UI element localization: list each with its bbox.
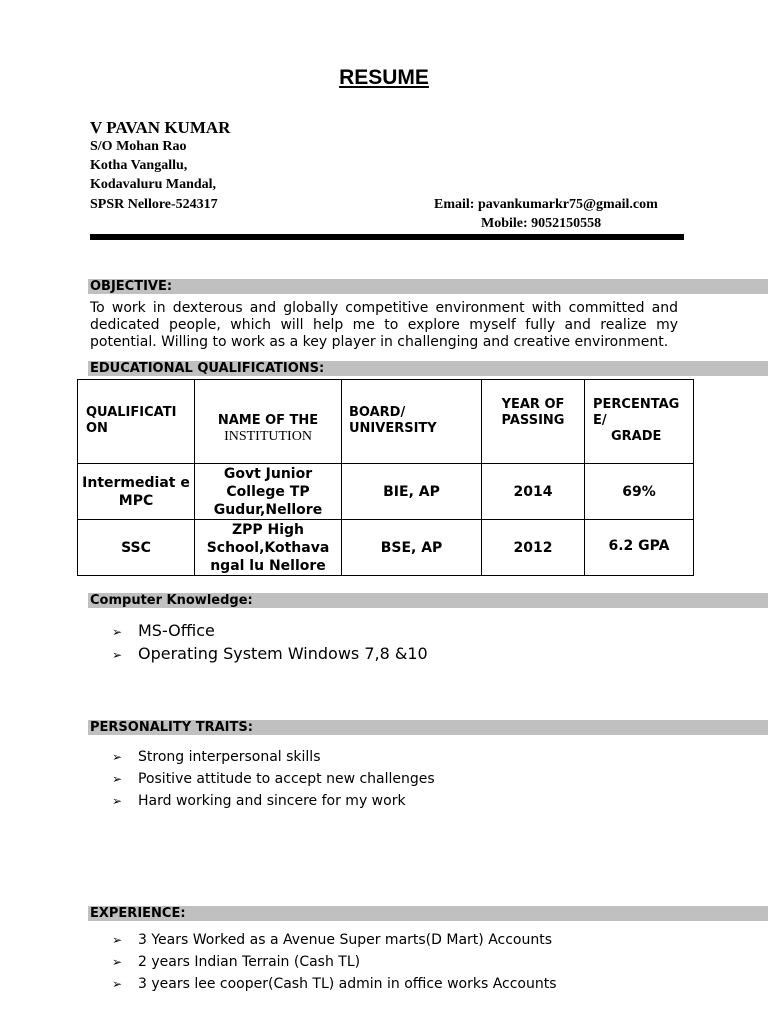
list-item [112,746,435,768]
header-board: BOARD/ UNIVERSITY [342,380,482,464]
header-percentage [585,380,694,464]
row-board: BSE, AP [342,520,482,576]
section-heading-objective: OBJECTIVE: [88,279,768,294]
arrow-bullet-icon: ➢ [112,648,123,662]
list-item [112,768,435,790]
candidate-name: V PAVAN KUMAR [90,118,231,137]
header-institution-line1: NAME OF THE [217,413,319,428]
table-row [78,464,694,520]
list-item-text: Positive attitude to accept new challenges [138,771,435,787]
arrow-bullet-icon: ➢ [112,977,123,991]
header-percentage-line1: PERCENTAG E/ [593,397,680,428]
header-qualification: QUALIFICATI ON [78,380,195,464]
address-line: S/O Mohan Rao [90,139,187,154]
mobile-text: Mobile: 9052150558 [481,216,602,231]
arrow-bullet-icon: ➢ [112,933,123,947]
list-item-text: Operating System Windows 7,8 &10 [138,644,428,663]
address-line: Kotha Vangallu, [90,158,188,173]
list-item [112,620,428,643]
arrow-bullet-icon: ➢ [112,625,123,639]
list-item-text: 3 Years Worked as a Avenue Super marts(D Mart) Accounts [138,932,553,948]
list-item [112,951,557,973]
header-divider [90,234,684,240]
experience-list [112,929,557,995]
list-item-text: MS-Office [138,621,215,640]
arrow-bullet-icon: ➢ [112,955,123,969]
row-institution: Govt Junior College TP Gudur,Nellore [195,464,342,520]
header-grade: GRADE [611,429,662,444]
arrow-bullet-icon: ➢ [112,772,123,786]
section-heading-experience: EXPERIENCE: [88,906,768,921]
computer-list [112,620,428,666]
row-qualification: Intermediat e MPC [78,464,195,520]
email-text: Email: pavankumarkr75@gmail.com [434,197,658,212]
section-heading-computer: Computer Knowledge: [88,593,768,608]
list-item [112,973,557,995]
table-header-row [78,380,694,464]
header-institution [195,380,342,464]
row-percentage: 69% [585,464,694,520]
list-item [112,790,435,812]
row-qualification: SSC [78,520,195,576]
arrow-bullet-icon: ➢ [112,750,123,764]
row-year: 2012 [482,520,585,576]
address-line: SPSR Nellore-524317 [90,197,218,212]
list-item-text: 2 years Indian Terrain (Cash TL) [138,954,361,970]
list-item [112,643,428,666]
header-year: YEAR OF PASSING [482,380,585,464]
section-heading-personality: PERSONALITY TRAITS: [88,720,768,735]
header-institution-line2: INSTITUTION [224,429,312,444]
address-line: Kodavaluru Mandal, [90,177,217,192]
personality-list [112,746,435,812]
table-row [78,520,694,576]
row-percentage: 6.2 GPA [585,520,694,576]
row-board: BIE, AP [342,464,482,520]
list-item-text: Hard working and sincere for my work [138,793,406,809]
arrow-bullet-icon: ➢ [112,794,123,808]
education-table [77,379,694,576]
section-heading-education: EDUCATIONAL QUALIFICATIONS: [88,361,768,376]
list-item-text: Strong interpersonal skills [138,749,321,765]
resume-title: RESUME [339,66,429,89]
objective-text: To work in dexterous and globally competitive environment with committed and dedicated people, which will help me to explore myself fully and realize my potential. Willing to work as a key player in challenging and creative environment. [90,300,678,350]
row-year: 2014 [482,464,585,520]
list-item-text: 3 years lee cooper(Cash TL) admin in office works Accounts [138,976,557,992]
row-institution: ZPP High School,Kothava ngal lu Nellore [195,520,342,576]
list-item [112,929,557,951]
